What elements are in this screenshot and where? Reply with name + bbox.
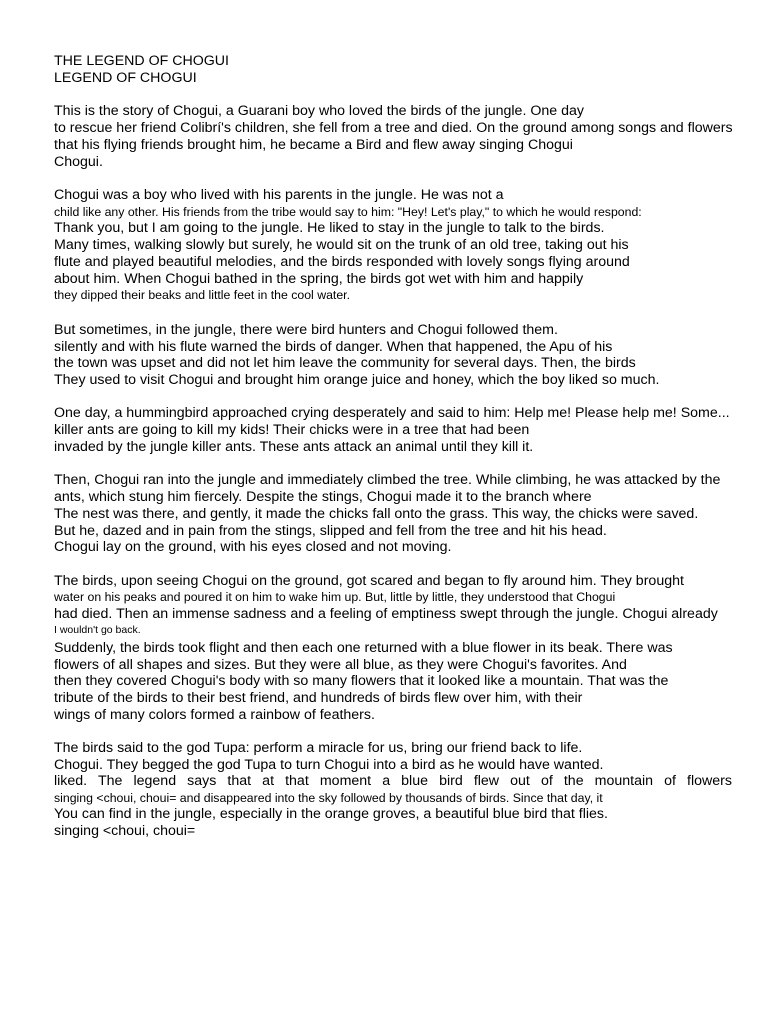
text-line: Chogui. They begged the god Tupa to turn Chogui into a bird as he would have wanted. xyxy=(54,757,604,773)
text-line: They used to visit Chogui and brought him orange juice and honey, which the boy liked so much. xyxy=(54,372,660,388)
text-line: This is the story of Chogui, a Guarani boy who loved the birds of the jungle. One day xyxy=(54,103,584,119)
text-line: the town was upset and did not let him leave the community for several days. Then, the birds xyxy=(54,355,636,371)
text-line: they dipped their beaks and little feet in the cool water. xyxy=(54,288,350,302)
text-line: Then, Chogui ran into the jungle and immediately climbed the tree. While climbing, he was attacked by the xyxy=(54,472,721,488)
text-line: The birds, upon seeing Chogui on the ground, got scared and began to fly around him. They brought xyxy=(54,573,684,589)
text-line: You can find in the jungle, especially in the orange groves, a beautiful blue bird that flies. xyxy=(54,806,608,822)
document-subtitle: LEGEND OF CHOGUI xyxy=(54,70,197,86)
text-line: liked. The legend says that at that moment a blue bird flew out of the mountain of flowers xyxy=(54,773,732,789)
text-line: silently and with his flute warned the birds of danger. When that happened, the Apu of his xyxy=(54,339,613,355)
text-line: The birds said to the god Tupa: perform a miracle for us, bring our friend back to life. xyxy=(54,740,583,756)
text-line: But sometimes, in the jungle, there were bird hunters and Chogui followed them. xyxy=(54,322,558,338)
text-line: One day, a hummingbird approached crying desperately and said to him: Help me! Please help me! Some... xyxy=(54,405,730,421)
text-line: The nest was there, and gently, it made the chicks fall onto the grass. This way, the chicks were saved. xyxy=(54,506,699,522)
text-line: Thank you, but I am going to the jungle. He liked to stay in the jungle to talk to the birds. xyxy=(54,220,605,236)
text-line: child like any other. His friends from the tribe would say to him: "Hey! Let's play," to which he would respond: xyxy=(54,205,642,219)
text-line: I wouldn't go back. xyxy=(54,624,141,636)
text-line: Chogui was a boy who lived with his parents in the jungle. He was not a xyxy=(54,187,504,203)
text-line: singing <choui, choui= and disappeared into the sky followed by thousands of birds. Since that day, it xyxy=(54,791,603,805)
text-line: had died. Then an immense sadness and a feeling of emptiness swept through the jungle. Chogui already xyxy=(54,606,718,622)
text-line: that his flying friends brought him, he became a Bird and flew away singing Chogui xyxy=(54,137,573,153)
text-line: flute and played beautiful melodies, and the birds responded with lovely songs flying around xyxy=(54,254,630,270)
document-title: THE LEGEND OF CHOGUI xyxy=(54,53,229,69)
text-line: ants, which stung him fiercely. Despite the stings, Chogui made it to the branch where xyxy=(54,489,592,505)
text-line: wings of many colors formed a rainbow of feathers. xyxy=(54,707,375,723)
text-line: then they covered Chogui's body with so many flowers that it looked like a mountain. That was the xyxy=(54,673,669,689)
text-line: about him. When Chogui bathed in the spring, the birds got wet with him and happily xyxy=(54,271,584,287)
text-line: invaded by the jungle killer ants. These ants attack an animal until they kill it. xyxy=(54,439,534,455)
text-line: Chogui lay on the ground, with his eyes closed and not moving. xyxy=(54,539,452,555)
text-line: water on his peaks and poured it on him to wake him up. But, little by little, they understood that Chogui xyxy=(54,590,616,604)
text-line: Suddenly, the birds took flight and then each one returned with a blue flower in its beak. There was xyxy=(54,640,673,656)
text-line: singing <choui, choui= xyxy=(54,823,196,839)
text-line: Chogui. xyxy=(54,154,103,170)
text-line: flowers of all shapes and sizes. But they were all blue, as they were Chogui's favorites. And xyxy=(54,657,627,673)
text-line: tribute of the birds to their best friend, and hundreds of birds flew over him, with their xyxy=(54,690,583,706)
text-line: killer ants are going to kill my kids! Their chicks were in a tree that had been xyxy=(54,422,530,438)
text-line: to rescue her friend Colibrí's children, she fell from a tree and died. On the ground among songs and flowers xyxy=(54,120,733,136)
text-line: But he, dazed and in pain from the stings, slipped and fell from the tree and hit his head. xyxy=(54,523,607,539)
text-line: Many times, walking slowly but surely, he would sit on the trunk of an old tree, taking out his xyxy=(54,237,629,253)
